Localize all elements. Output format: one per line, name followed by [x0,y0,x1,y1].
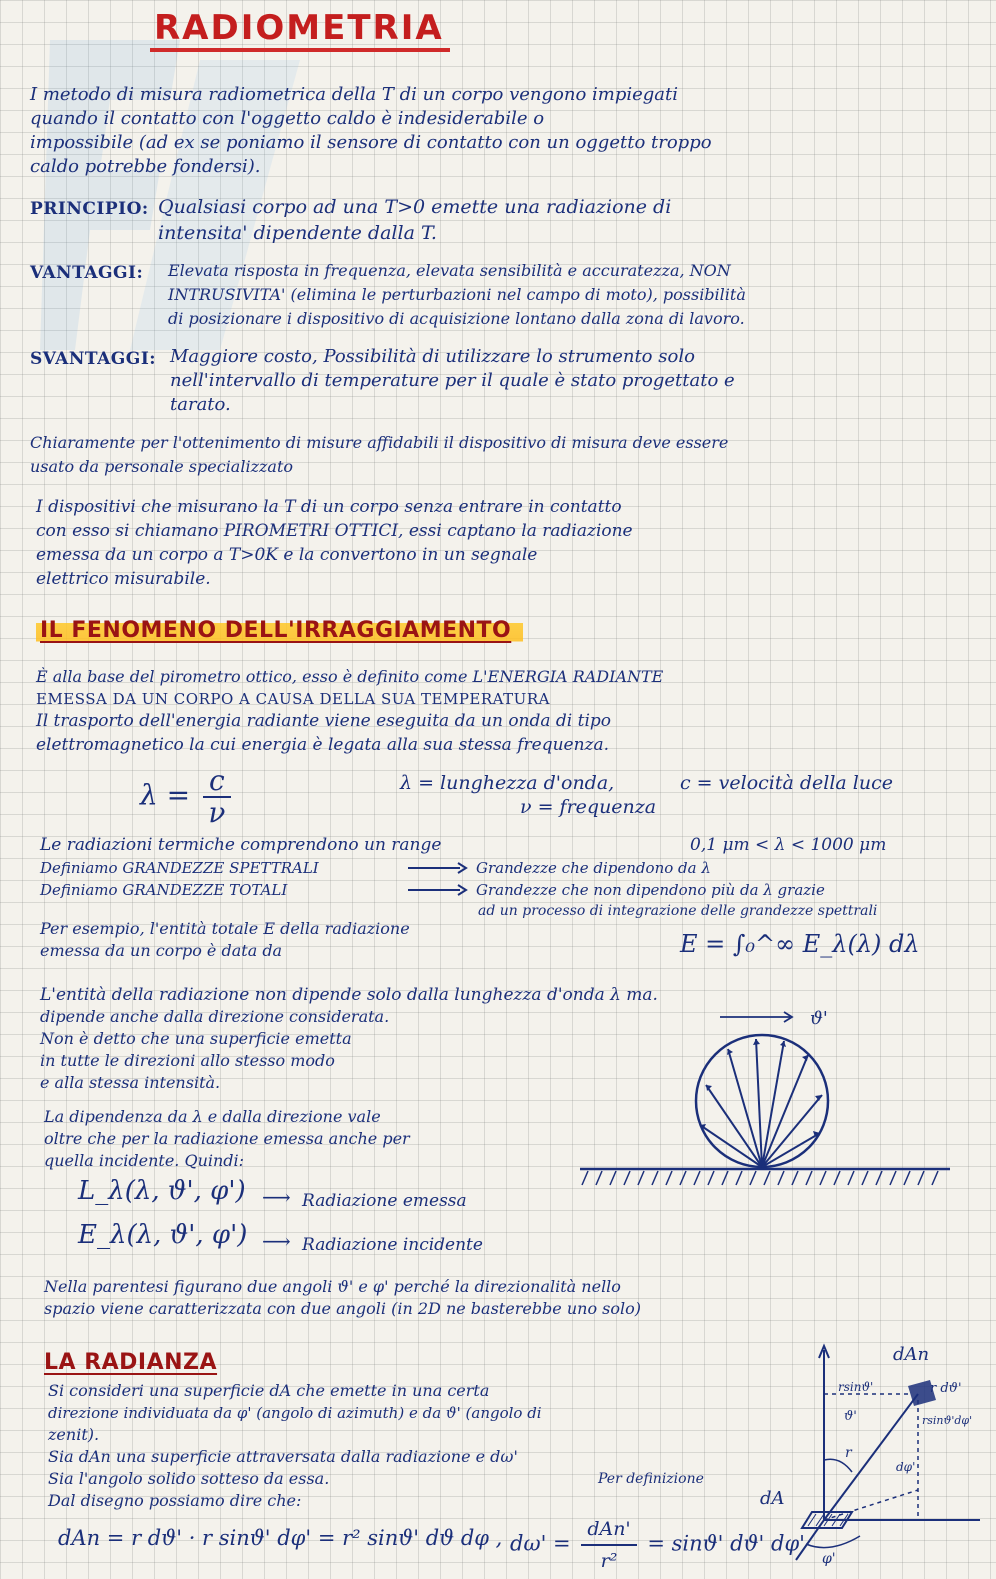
diagram-rsindphi-label: rsinϑ'dφ' [922,1414,973,1427]
fenomeno-line-4: elettromagnetico la cui energia è legata alla sua stessa frequenza. [36,735,610,755]
radiazioni-line-1: Le radiazioni termiche comprendono un range [40,835,442,855]
intro-line-3: impossibile (ad ex se poniamo il sensore di contatto con un oggetto troppo [30,132,712,153]
dipendenza-line-1: La dipendenza da λ e dalla direzione vale [44,1107,381,1126]
vantaggi-line-3: di posizionare i dispositivo di acquisizione lontano dalla zona di lavoro. [168,309,745,328]
fenomeno-line-2: EMESSA DA UN CORPO A CAUSA DELLA SUA TEMPERATURA [36,690,550,708]
domega-rhs: = sinϑ' dϑ' dφ' [647,1531,805,1556]
formula-emessa: L_λ(λ, ϑ', φ') [78,1176,246,1206]
integral-formula: E = ∫₀^∞ E_λ(λ) dλ [680,930,920,958]
page-title: RADIOMETRIA [150,8,450,52]
dipendenza-line-2: oltre che per la radiazione emessa anche per [44,1129,410,1148]
domega-lhs: dω' = [510,1531,571,1556]
lambda-denominator: ν [208,796,226,829]
domega-numerator: dAn' [581,1514,636,1546]
diagram-rsin-label: rsinϑ' [838,1380,874,1394]
fenomeno-line-1: È alla base del pirometro ottico, esso è definito come L'ENERGIA RADIANTE [36,667,664,686]
radianza-per-definizione: Per definizione [598,1471,704,1487]
diagram-theta-label-2: ϑ' [844,1409,857,1424]
pirometri-line-2: con esso si chiamano PIROMETRI OTTICI, essi captano la radiazione [36,521,633,541]
intro-line-2: quando il contatto con l'oggetto caldo è indesiderabile o [30,108,545,129]
section-heading-irraggiamento: IL FENOMENO DELL'IRRAGGIAMENTO [36,618,523,643]
lambda-def-2: c = velocità della luce [680,772,893,794]
radianza-line-6: Dal disegno possiamo dire che: [48,1491,302,1510]
direzione-line-3: Non è detto che una superficie emetta [40,1029,352,1048]
radiance-geometry-diagram [790,1340,990,1570]
lambda-numerator: c [203,766,231,798]
chiaramente-line-1: Chiaramente per l'ottenimento di misure affidabili il dispositivo di misura deve essere [30,433,729,452]
chiaramente-line-2: usato da personale specializzato [30,457,294,476]
radianza-line-1: Si consideri una superficie dA che emette in una certa [48,1381,490,1400]
esempio-line-1: Per esempio, l'entità totale E della radiazione [40,919,410,938]
diagram-r-label: r [845,1445,852,1461]
formula-emessa-arrow: ⟶ [262,1185,291,1209]
radianza-line-2: direzione individuata da φ' (angolo di azimuth) e da ϑ' (angolo di [48,1404,542,1422]
principio-line-1: Qualsiasi corpo ad una T>0 emette una radiazione di [158,196,672,218]
radianza-line-5: Sia l'angolo solido sotteso da essa. [48,1469,330,1488]
svantaggi-line-3: tarato. [170,394,231,415]
grandezze-spettrali-desc: Grandezze che dipendono da λ [476,859,711,877]
domega-denominator: r² [600,1550,618,1572]
grandezze-totali: Definiamo GRANDEZZE TOTALI [40,881,288,899]
principio-label: PRINCIPIO: [30,199,149,219]
diagram-dphi-label: dφ' [896,1460,916,1474]
lambda-def-1: λ = lunghezza d'onda, [400,772,615,794]
diagram-dAn-label: dAn [893,1344,930,1365]
radianza-line-3: zenit). [48,1425,100,1444]
esempio-line-2: emessa da un corpo è data da [40,941,283,960]
principio-line-2: intensita' dipendente dalla T. [158,222,437,244]
vantaggi-line-2: INTRUSIVITA' (elimina le perturbazioni nel campo di moto), possibilità [168,285,746,304]
arrow-icon [408,862,468,874]
svantaggi-line-2: nell'intervallo di temperature per il quale è stato progettato e [170,370,735,391]
diagram-rdtheta-label: r dϑ' [930,1381,962,1396]
direzione-line-5: e alla stessa intensità. [40,1073,221,1092]
intro-line-4: caldo potrebbe fondersi). [30,156,261,177]
section-heading-radianza: LA RADIANZA [44,1350,218,1375]
direzione-line-4: in tutte le direzioni allo stesso modo [40,1051,335,1070]
lambda-lhs: λ = [140,778,191,812]
svantaggi-label: SVANTAGGI: [30,349,157,369]
arrow-icon [408,884,468,896]
radianza-line-4: Sia dAn una superficie attraversata dalla radiazione e dω' [48,1447,518,1466]
emission-diagram [580,1005,960,1205]
direzione-line-1: L'entità della radiazione non dipende solo dalla lunghezza d'onda λ ma. [40,985,658,1005]
vantaggi-label: VANTAGGI: [30,263,144,283]
formula-incidente-arrow: ⟶ [262,1229,291,1253]
parentesi-line-2: spazio viene caratterizzata con due angoli (in 2D ne basterebbe uno solo) [44,1299,642,1318]
intro-line-1: I metodo di misura radiometrica della T di un corpo vengono impiegati [30,84,679,105]
pirometri-line-3: emessa da un corpo a T>0K e la convertono in un segnale [36,545,538,565]
parentesi-line-1: Nella parentesi figurano due angoli ϑ' e φ' perché la direzionalità nello [44,1277,621,1296]
grandezze-totali-desc-2: ad un processo di integrazione delle grandezze spettrali [478,903,878,919]
pirometri-line-4: elettrico misurabile. [36,569,211,589]
lambda-formula [140,766,235,828]
grandezze-spettrali: Definiamo GRANDEZZE SPETTRALI [40,859,319,877]
direzione-line-2: dipende anche dalla direzione considerata. [40,1007,390,1026]
diagram-phi-label: φ' [822,1551,836,1567]
dipendenza-line-3: quella incidente. Quindi: [44,1151,245,1170]
diagram-theta-label: ϑ' [810,1008,828,1029]
pirometri-line-1: I dispositivi che misurano la T di un corpo senza entrare in contatto [36,497,622,517]
formula-incidente-desc: Radiazione incidente [302,1235,483,1255]
lambda-def-3: ν = frequenza [520,796,657,818]
radiazioni-range: 0,1 μm < λ < 1000 μm [690,835,887,855]
grandezze-totali-desc: Grandezze che non dipendono più da λ grazie [476,881,825,899]
equation-domega [510,1514,805,1576]
svantaggi-line-1: Maggiore costo, Possibilità di utilizzare lo strumento solo [170,346,695,367]
vantaggi-line-1: Elevata risposta in frequenza, elevata sensibilità e accuratezza, NON [168,261,731,280]
diagram-dA-label: dA [760,1488,785,1509]
formula-incidente: E_λ(λ, ϑ', φ') [78,1220,248,1250]
equation-dAn: dAn = r dϑ' · r sinϑ' dφ' = r² sinϑ' dϑ dφ , [58,1526,503,1550]
formula-emessa-desc: Radiazione emessa [302,1191,467,1211]
fenomeno-line-3: Il trasporto dell'energia radiante viene eseguita da un onda di tipo [36,711,612,731]
